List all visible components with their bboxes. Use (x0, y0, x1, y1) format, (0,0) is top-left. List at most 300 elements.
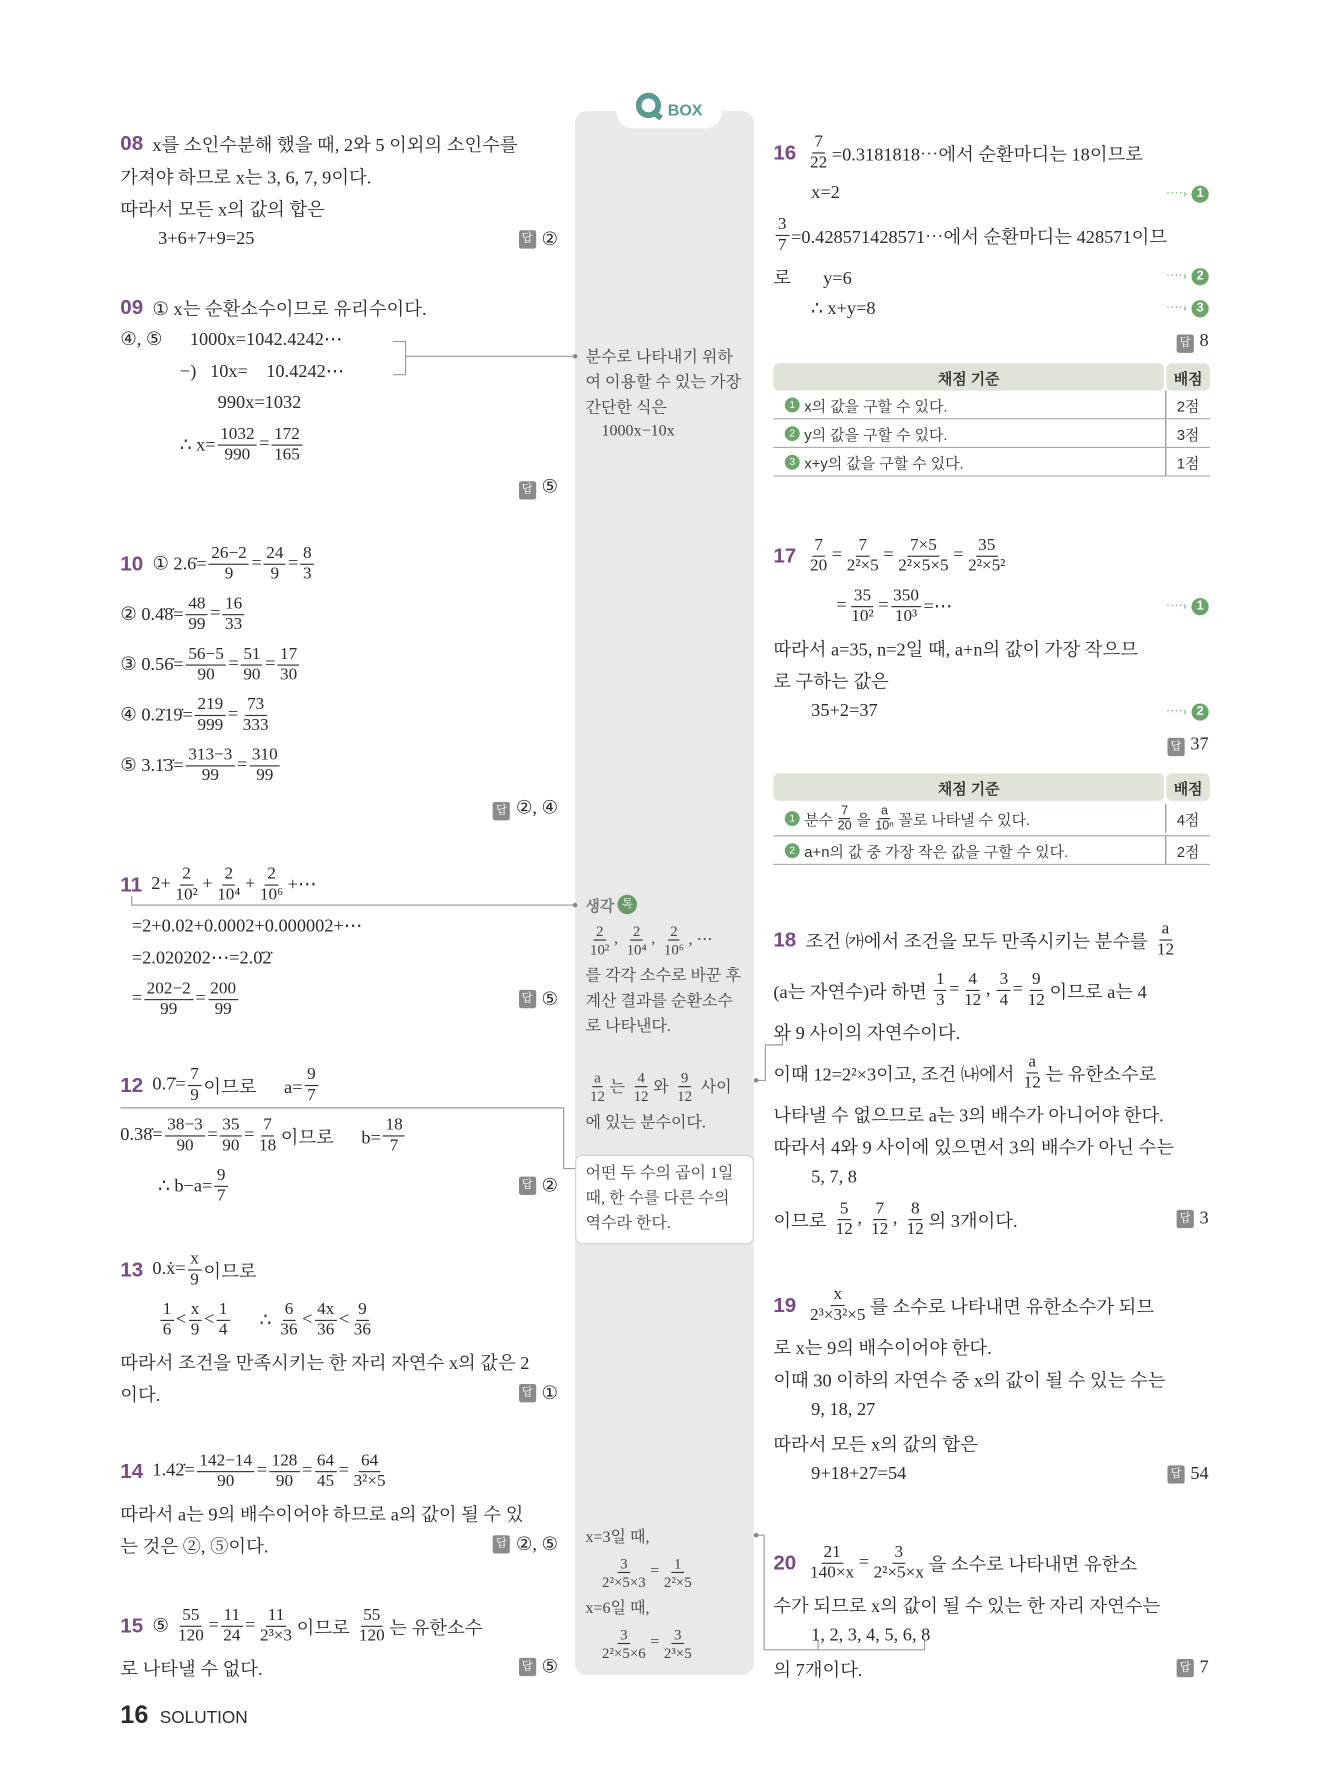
answer-value: ⑤ (541, 1657, 558, 1678)
answer-mark (1177, 1209, 1209, 1230)
fraction-denominator: 2³×3²×5 (810, 1305, 866, 1324)
fraction-denominator: 120 (358, 1626, 385, 1645)
solution-line (773, 530, 1208, 580)
fraction-denominator: 10⁴ (626, 940, 647, 958)
solution-line (773, 1458, 1208, 1490)
fraction (195, 695, 225, 735)
text-run: 따라서 a는 9의 배수이어야 하므로 a의 값이 될 수 있 (120, 1504, 524, 1525)
text-run: 분수 (804, 810, 834, 828)
solution-line (120, 127, 558, 159)
text-run: < (302, 1309, 313, 1330)
text-run: 이므로 a는 4 (1049, 982, 1147, 1002)
text-run: 이때 12=2²×3이고, 조건 ㈏에서 (773, 1064, 1020, 1085)
fraction-numerator: 4 (966, 970, 979, 991)
problem-number: 13 (120, 1257, 144, 1281)
fraction (997, 970, 1010, 1010)
text-run: = (831, 545, 843, 565)
text-run: 는 것은 ②, ⑤이다. (120, 1536, 269, 1557)
text-run: 는 유한소수로 (1045, 1064, 1157, 1085)
fraction-numerator: a (879, 804, 891, 819)
fraction (315, 1300, 337, 1340)
criteria-cell (773, 391, 1166, 418)
fraction (189, 1300, 202, 1340)
criteria-cell (773, 804, 1166, 833)
note-line (585, 369, 748, 394)
problem-11 (120, 859, 558, 1024)
text-run: 1.42̇= (152, 1460, 195, 1481)
answer-mark (519, 228, 558, 251)
fraction-numerator: 64 (315, 1451, 337, 1472)
text-run: 로 나타낼 수 없다. (120, 1659, 263, 1680)
fraction (197, 1451, 254, 1491)
text-run: = (1012, 979, 1024, 1000)
problem-number: 18 (773, 927, 797, 951)
text-run: , (985, 979, 996, 1000)
fraction (662, 1625, 694, 1661)
fraction-numerator: 2 (668, 922, 680, 940)
fraction (160, 1300, 173, 1340)
solution-line (120, 159, 558, 191)
text-run: 이므로 (296, 1618, 355, 1638)
fraction-denominator: 90 (197, 665, 215, 684)
solution-line (773, 1652, 1208, 1684)
text-run: 9+18+27=54 (811, 1464, 907, 1484)
text-run: ② 0.4̇8̇= (120, 604, 184, 625)
fraction-numerator: 55 (361, 1606, 383, 1627)
text-run: 는 유한소수 (389, 1618, 483, 1638)
text-run: +⋯ (287, 875, 317, 895)
note-line (585, 988, 748, 1013)
fraction (186, 644, 226, 684)
fraction-numerator: 2 (594, 922, 606, 940)
fraction (209, 544, 249, 584)
fraction-numerator: 1 (934, 970, 947, 991)
table-row (773, 448, 1210, 477)
answer-icon: 답 (1177, 1210, 1194, 1228)
fraction (808, 536, 830, 576)
fraction-numerator: 1 (160, 1300, 173, 1321)
fraction (188, 1065, 201, 1105)
fraction-denominator: 10⁴ (217, 885, 241, 904)
fraction-denominator: 10ⁿ (875, 818, 894, 833)
score-cell: 3점 (1176, 425, 1200, 443)
fraction-denominator: 2²×5×6 (602, 1643, 646, 1661)
fraction-denominator: 2³×3 (260, 1626, 293, 1645)
fraction (808, 132, 830, 172)
step-number-icon: 2 (1192, 703, 1209, 720)
fraction-numerator: 2 (631, 922, 643, 940)
answer-mark (519, 475, 558, 499)
fraction (278, 1300, 300, 1340)
text-run: 이때 30 이하의 자연수 중 x의 값이 될 수 있는 수는 (773, 1370, 1166, 1391)
fraction (352, 1300, 374, 1340)
sidebar-note (585, 344, 748, 445)
fraction (176, 1606, 206, 1646)
fraction-numerator: a (1159, 919, 1171, 940)
text-run: 에 있는 분수이다. (585, 1114, 706, 1132)
fraction (600, 1625, 648, 1661)
fraction-denominator: 12 (871, 1219, 889, 1238)
fraction-denominator: 10² (590, 940, 610, 958)
fraction (588, 922, 612, 958)
fraction-numerator: 7 (873, 1199, 886, 1220)
fraction-denominator: 6 (162, 1320, 172, 1339)
text-run: ∴ x= (179, 435, 216, 455)
solution-line (773, 1047, 1208, 1097)
text-run: =2+0.02+0.0002+0.000002+⋯ (131, 916, 363, 937)
solution-line (120, 1601, 558, 1651)
fraction-numerator: 1032 (218, 424, 257, 445)
talk-badge-icon: 톡 (618, 894, 637, 913)
fraction (1021, 1052, 1043, 1092)
text-run: = (208, 1615, 219, 1635)
fraction-denominator: 333 (242, 715, 269, 734)
answer-value: 37 (1190, 733, 1209, 754)
fraction-numerator: 11 (265, 1606, 286, 1627)
note-title-text: 생각 (585, 896, 615, 914)
page-number: 16 (120, 1700, 149, 1729)
text-run: ① x는 순환소수이므로 유리수이다. (152, 299, 427, 320)
text-run: = (244, 1125, 255, 1145)
text-run: ⑤ 3.1̇3̇= (120, 756, 184, 776)
fraction-denominator: 10² (851, 606, 874, 625)
fraction-numerator: 26−2 (209, 544, 249, 565)
fraction-numerator: 7 (856, 536, 869, 557)
problem-number: 14 (120, 1459, 144, 1482)
fraction-denominator: 7 (216, 1186, 226, 1205)
text-run: , (857, 1208, 867, 1229)
text-run: 사이 (696, 1079, 732, 1097)
text-run: , (892, 1208, 903, 1229)
score-cell: 2점 (1176, 842, 1200, 860)
solution-line (120, 291, 558, 323)
fraction-numerator: 9 (1030, 970, 1043, 991)
note-line (585, 1109, 748, 1134)
text-run: 5, 7, 8 (811, 1167, 857, 1187)
text-run: = (227, 704, 239, 725)
problem-number: 12 (120, 1072, 144, 1096)
note-line (585, 394, 748, 419)
fraction (215, 1166, 228, 1206)
fraction-denominator: 10⁶ (259, 885, 284, 904)
header-score: 배점 (1166, 363, 1210, 390)
step-number-icon: 2 (785, 843, 800, 858)
fraction-numerator: x (188, 1249, 201, 1270)
fraction-numerator: 64 (359, 1451, 381, 1472)
fraction-denominator: 3 (935, 990, 945, 1009)
fraction (383, 1115, 405, 1155)
solution-line (773, 1330, 1208, 1362)
fraction-numerator: 128 (269, 1451, 299, 1472)
fraction (217, 1300, 230, 1340)
fraction (966, 536, 1008, 576)
fraction-numerator: 3 (672, 1625, 684, 1643)
fraction-denominator: 2²×5×5 (898, 556, 949, 575)
answer-value: 7 (1199, 1657, 1209, 1678)
text-run: ∴ b−a= (158, 1176, 213, 1197)
fraction-denominator: 2²×5² (968, 556, 1006, 575)
fraction (215, 864, 243, 904)
text-run: = (228, 654, 239, 674)
solution-line (120, 1377, 558, 1409)
note-line (585, 419, 748, 444)
fraction-denominator: 7 (777, 235, 787, 254)
answer-value: ②, ⑤ (515, 1535, 558, 1555)
text-run: 9, 18, 27 (811, 1400, 876, 1420)
solution-line (120, 538, 558, 588)
criteria-cell (773, 419, 1166, 446)
fraction-denominator: 12 (906, 1219, 924, 1238)
problem-09 (120, 291, 558, 504)
fraction-denominator: 120 (178, 1626, 204, 1645)
answer-value: 3 (1199, 1208, 1209, 1229)
fraction (896, 536, 951, 576)
text-run: 을 (856, 810, 871, 828)
note-line (585, 917, 748, 963)
text-run: 따라서 4와 9 사이에 있으면서 3의 배수가 아닌 수는 (773, 1138, 1174, 1158)
solution-line (773, 914, 1208, 964)
text-run: < (203, 1309, 215, 1330)
fraction (869, 1199, 891, 1239)
fraction-numerator: 202−2 (144, 979, 193, 1000)
answer-line (120, 791, 558, 825)
fraction (1025, 970, 1047, 1010)
text-run: 로 x는 9의 배수이어야 한다. (773, 1338, 992, 1359)
solution-line (120, 942, 558, 974)
step-number-icon: 1 (1192, 597, 1209, 614)
text-run: x=6일 때, (585, 1600, 650, 1618)
solution-line (773, 1130, 1208, 1162)
text-run: 35+2=37 (811, 701, 878, 721)
solution-line (120, 1446, 558, 1496)
fraction (808, 1543, 857, 1583)
text-run: < (175, 1309, 187, 1330)
fraction (849, 586, 876, 626)
solution-line (120, 690, 558, 740)
text-run: a+n의 값 중 가장 작은 값을 구할 수 있다. (804, 842, 1069, 860)
text-run: 0.ẋ= (152, 1259, 186, 1279)
fraction (188, 1249, 201, 1289)
fraction (186, 594, 208, 634)
fraction (315, 1451, 337, 1491)
solution-line (120, 1496, 558, 1528)
fraction-denominator: 3 (302, 564, 312, 583)
text-run: = (650, 1562, 660, 1580)
solution-line (773, 127, 1208, 177)
solution-line (773, 965, 1208, 1015)
fraction-numerator: 3 (997, 970, 1010, 991)
text-run: 990x=1032 (217, 392, 302, 413)
fraction-numerator: 55 (180, 1606, 202, 1627)
fraction-denominator: 12 (633, 1086, 649, 1104)
solution-line (773, 1588, 1208, 1620)
fraction-numerator: 18 (383, 1115, 405, 1136)
fraction-denominator: 10³ (894, 606, 918, 625)
fraction (833, 1199, 855, 1239)
fraction-numerator: a (592, 1068, 603, 1086)
answer-icon: 답 (1167, 737, 1184, 755)
text-run: = (210, 603, 221, 624)
solution-line (773, 1362, 1208, 1394)
step-marker (1166, 597, 1209, 614)
fraction (871, 1543, 926, 1583)
note-line (585, 344, 748, 369)
text-run: 를 소수로 나타내면 유한소수가 되므 (870, 1297, 1155, 1317)
text-run: 을 소수로 나타내면 유한소 (928, 1555, 1138, 1575)
fraction (278, 644, 300, 684)
note-line (585, 1159, 748, 1184)
scoring-table (773, 773, 1210, 865)
fraction-numerator: 6 (282, 1300, 295, 1321)
note-line (585, 1210, 748, 1235)
note-line (585, 962, 748, 987)
fraction-denominator: 12 (1023, 1072, 1041, 1092)
text-run: 의 7개이다. (773, 1660, 863, 1681)
fraction (223, 594, 245, 634)
fraction-numerator: 4x (315, 1300, 337, 1321)
fraction-numerator: 200 (208, 979, 238, 1000)
fraction-denominator: 999 (197, 715, 224, 734)
answer-line (120, 470, 558, 504)
fraction-numerator: 3 (618, 1625, 630, 1643)
table-row (773, 419, 1210, 448)
text-run (585, 1563, 597, 1581)
text-run: = (301, 1460, 313, 1481)
logo-text: BOX (667, 100, 703, 120)
solution-line (773, 581, 1208, 631)
fraction (962, 970, 984, 1010)
problem-13 (120, 1244, 558, 1409)
fraction-numerator: 9 (356, 1300, 369, 1321)
text-run: 2+ (151, 874, 171, 894)
fraction-numerator: 2 (265, 864, 278, 885)
solution-line (120, 1345, 558, 1377)
fraction-numerator: 24 (264, 544, 286, 565)
text-run: 따라서 a=35, n=2일 때, a+n의 값이 가장 작으므 (773, 639, 1138, 660)
sidebar-note (585, 891, 748, 1038)
answer-line (773, 728, 1208, 762)
fraction-numerator: 7 (188, 1065, 201, 1086)
solution-line (773, 1538, 1208, 1588)
text-run: 나타낼 수 없으므로 a는 3의 배수가 아니어야 한다. (773, 1106, 1164, 1126)
fraction-denominator: 99 (188, 614, 206, 633)
problem-number: 11 (120, 872, 143, 896)
fraction-numerator: 16 (223, 594, 245, 615)
text-run: 어떤 두 수의 곱이 1일 (585, 1165, 734, 1183)
fraction-numerator: 8 (909, 1199, 922, 1220)
table-row (773, 801, 1210, 837)
fraction-numerator: 8 (301, 544, 314, 565)
fraction-numerator: 4 (635, 1068, 647, 1086)
fraction-numerator: 7 (261, 1115, 274, 1136)
fraction-numerator: a (1026, 1052, 1038, 1073)
fraction (662, 1554, 694, 1590)
fraction-denominator: 18 (258, 1135, 277, 1155)
text-run: x+y의 값을 구할 수 있다. (804, 454, 964, 472)
answer-icon: 답 (519, 990, 536, 1008)
fraction-numerator: 11 (221, 1606, 242, 1627)
solution-line (773, 631, 1208, 663)
solution-line (773, 695, 1208, 727)
fraction-denominator: 9 (190, 1269, 199, 1289)
fraction (1155, 919, 1177, 959)
text-run: 가져야 하므로 x는 3, 6, 7, 9이다. (120, 167, 372, 188)
step-number-icon: 3 (1192, 300, 1209, 317)
text-run: 계산 결과를 순환소수 (585, 993, 733, 1011)
answer-icon: 답 (519, 1177, 536, 1195)
text-run: ∴ (232, 1310, 276, 1331)
text-run: , ⋯ (688, 930, 713, 949)
fraction (357, 1606, 387, 1646)
fraction-denominator: 2³×5 (663, 1643, 692, 1661)
text-run: x=3일 때, (585, 1529, 650, 1547)
answer-mark (1177, 331, 1209, 353)
text-run: 로 나타낸다. (585, 1018, 671, 1036)
text-run: 여 이용할 수 있는 가장 (585, 374, 741, 392)
fraction-numerator: 1 (217, 1300, 230, 1321)
answer-value: ② (541, 230, 558, 250)
fraction-numerator: 17 (278, 644, 300, 665)
text-run: x=2 (811, 183, 840, 203)
fraction-denominator: 12 (1027, 990, 1045, 1009)
fraction-numerator: 2 (222, 864, 235, 885)
note-line (585, 1549, 748, 1595)
fraction-numerator: 219 (195, 695, 225, 716)
answer-value: ② (541, 1176, 558, 1197)
solution-line (120, 419, 558, 469)
fraction-denominator: 22 (810, 152, 828, 172)
note-line (585, 1524, 748, 1549)
step-marker (1166, 300, 1209, 317)
problem-number: 17 (773, 543, 797, 567)
fraction-numerator: 310 (250, 745, 280, 766)
score-cell: 4점 (1176, 810, 1200, 828)
text-run: 이므로 (203, 1261, 257, 1282)
step-marker (1166, 703, 1209, 720)
sidebar-note (585, 1524, 748, 1666)
fraction-denominator: 9 (190, 1085, 199, 1104)
fraction-numerator: 9 (679, 1068, 691, 1086)
text-run: 1, 2, 3, 4, 5, 6, 8 (811, 1625, 931, 1646)
text-run: y의 값을 구할 수 있다. (804, 425, 948, 443)
answer-value: ②, ④ (515, 797, 558, 818)
solution-line (773, 260, 1208, 292)
fraction (258, 864, 286, 904)
problem-15 (120, 1601, 558, 1683)
fraction (904, 1199, 926, 1239)
scoring-table (773, 363, 1210, 476)
fraction (873, 804, 896, 833)
solution-line (120, 1110, 558, 1160)
fraction (624, 922, 649, 958)
fraction-numerator: 35 (220, 1115, 242, 1136)
fraction-denominator: 90 (176, 1135, 194, 1155)
fraction-denominator: 2²×5 (663, 1572, 692, 1590)
solution-line (120, 355, 558, 387)
fraction-denominator: 12 (1156, 940, 1175, 959)
table-row (773, 836, 1210, 865)
text-run: 꼴로 나타낼 수 있다. (898, 810, 1031, 828)
problem-19 (773, 1280, 1208, 1491)
text-run: 이므로 a= (203, 1077, 303, 1097)
answer-mark (1167, 734, 1208, 756)
text-run: = (236, 755, 248, 775)
step-marker (1166, 185, 1209, 202)
text-run: 3+6+7+9=25 (158, 229, 255, 249)
solution-line (120, 859, 558, 909)
answer-value: 54 (1190, 1464, 1209, 1484)
answer-icon: 답 (1177, 334, 1194, 352)
